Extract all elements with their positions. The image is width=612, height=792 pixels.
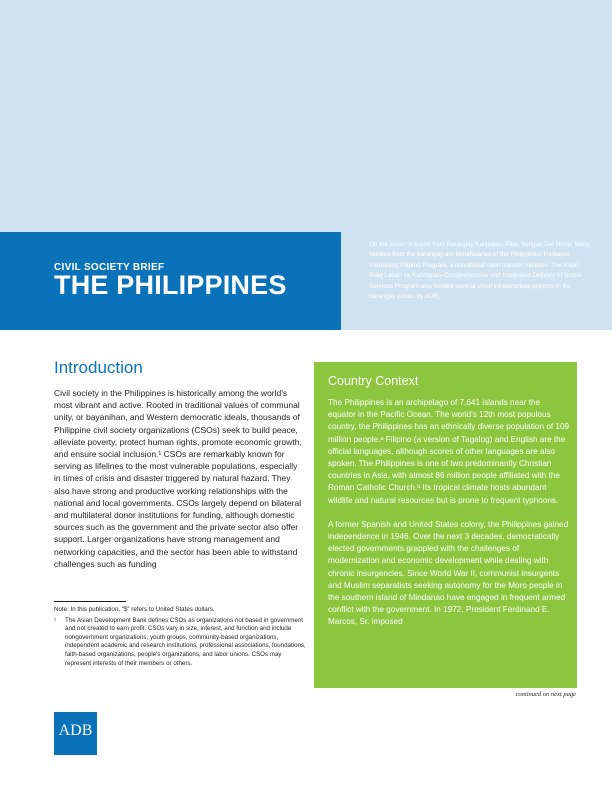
- footnote-divider: [54, 601, 126, 602]
- country-context-heading: Country Context: [328, 374, 419, 388]
- introduction-paragraph: Civil society in the Philippines is historically among the world's most vibrant and active. Rooted in traditional values of communal unity, or bayanihan, and Western democratic ideals, thousands of Philippine civil society organizations (CSOs) seek to build peace, alleviate poverty, protect human rights, promote economic growth, and ensure social inclusion.¹ CSOs are remarkably known for serving as lifelines to the most vulnerable populations, especially in times of crisis and disaster triggered by natural hazard. They also have strong and productive working relationships with the national and local governments. CSOs largely depend on bilateral and multilateral donor institutions for funding, although domestic sources such as the government and the private sector also offer support. Larger organizations have strong management and networking capacities, and the sector has been able to withstand challenges such as funding: [54, 388, 302, 569]
- introduction-heading: Introduction: [54, 358, 143, 377]
- adb-logo: [54, 712, 97, 755]
- brief-label: CIVIL SOCIETY BRIEF: [54, 262, 165, 273]
- footnote-1: [54, 617, 306, 669]
- cover-caption: [369, 240, 591, 302]
- introduction-body: [54, 387, 304, 570]
- country-context-paragraph-2: A former Spanish and United States colony, the Philippines gained independence in 1946. Over the next 3 decades, democratically elected governments grappled with the challenges of modernization and economic development while dealing with chronic insurgencies. Since World War II, communist insurgents and Muslim separatists seeking autonomy for the Moro people in the southern island of Mindanao have engaged in frequent armed conflict with the government. In 1972, President Ferdinand E. Marcos, Sr. imposed: [328, 519, 569, 627]
- currency-note: Note: In this publication, "$" refers to United States dollars.: [54, 606, 215, 613]
- country-context-paragraph-1: The Philippines is an archipelago of 7,641 islands near the equator in the Pacific Ocean. The world's 12th most populous country, the Philippines has an ethnically diverse population of 109 million people.ᵃ Filipino (a version of Tagalog) and English are the official languages, although scores of other languages are also spoken. The Philippines is one of two predominantly Christian countries in Asia, with almost 86 million people affiliated with the Roman Catholic Church.ᵇ Its tropical climate hosts abundant wildlife and natural resources but is prone to frequent typhoons.: [328, 398, 570, 505]
- adb-logo-text: ADB: [58, 722, 93, 739]
- brief-title: THE PHILIPPINES: [54, 270, 287, 300]
- country-context-body: [328, 397, 570, 641]
- cover-caption-text: On the cover: A scene from Barangay Kaliputan, Pilar, Surigao Del Norte. Many families from the barangay are beneficiaries of the Philippines' Pantawid Pamilyang Pilipino Program, a conditional cash transfer initiative. The Kapit-Bisig Laban sa Kahirapan–Comprehensive and Integrated Delivery of Social Services Program also funded several small infrastructure projects in the barangay (photo by ADB).: [369, 241, 590, 301]
- cover-photo: [0, 0, 612, 232]
- footnote-1-text: The Asian Development Bank defines CSOs as organizations not based in government and not created to earn profit. CSOs vary in size, interest, and function and include nongovernment organizations, youth groups, community-based organizations, independent academic and research institutions, professional associations, foundations, faith-based organizations, people's organizations, and labor unions. CSOs may represent interests of their members or others.: [65, 616, 306, 667]
- footnote-1-marker: ¹: [54, 616, 57, 624]
- continued-note: continued on next page: [515, 691, 576, 698]
- country-context-box: [314, 362, 577, 688]
- footnotes: [54, 606, 306, 668]
